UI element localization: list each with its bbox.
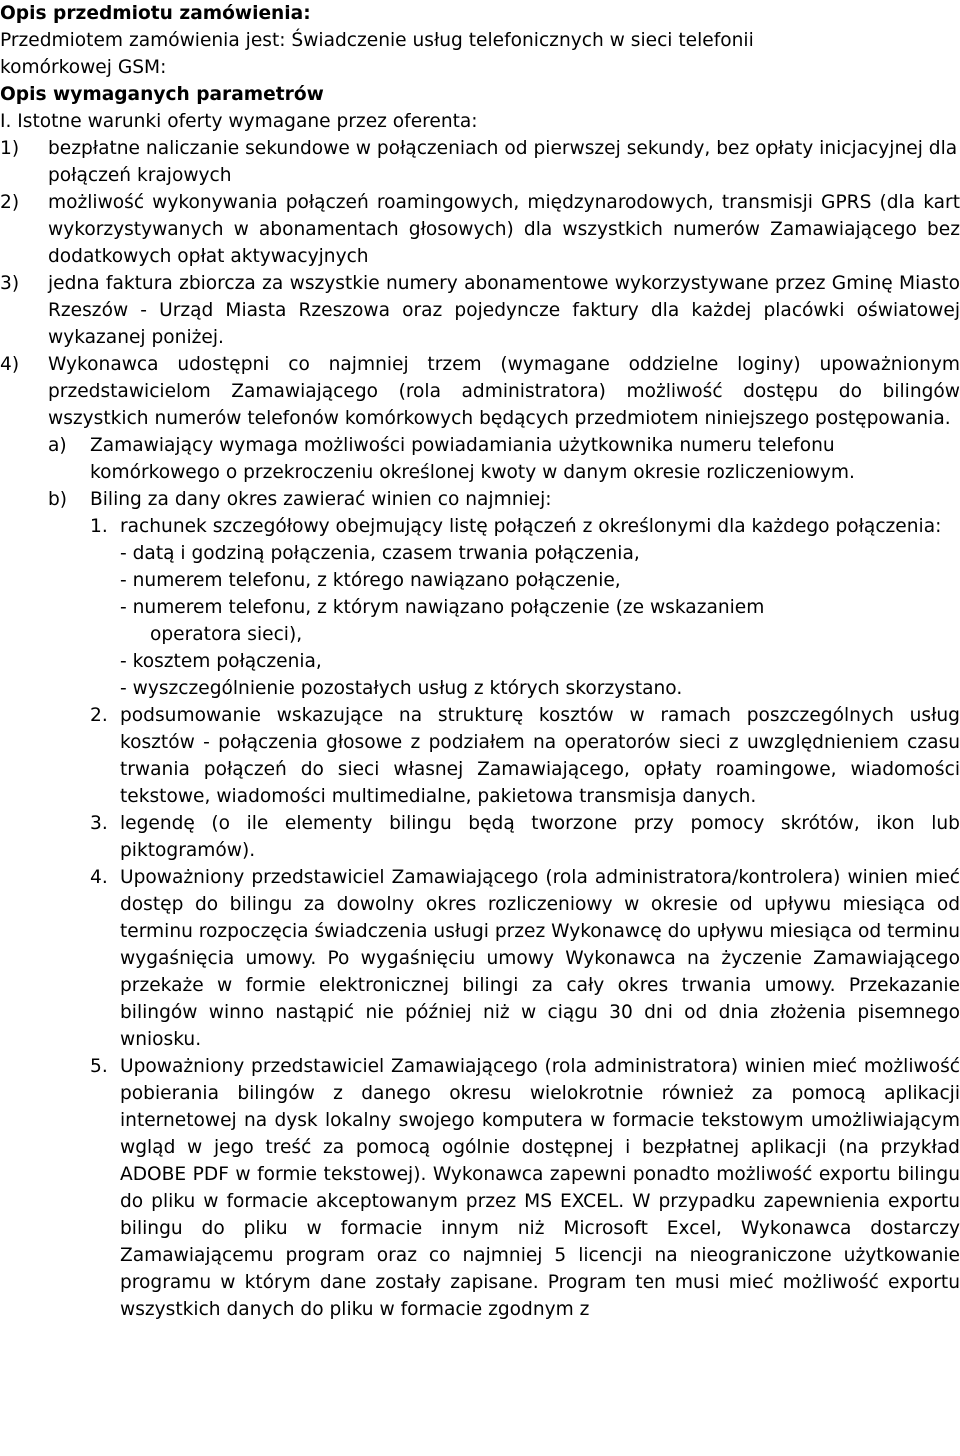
list-item-2 [0,189,960,270]
sub-item-b-text: Biling za dany okres zawierać winien co najmniej: [90,489,552,510]
heading-subject: Opis przedmiotu zamówienia: [0,3,311,24]
list-item-4 [0,351,960,432]
sub-item-b-letter: b) [48,489,68,510]
billing-dash-4: - kosztem połączenia, [120,651,322,672]
billing-item-2 [0,702,960,810]
sub-item-b [0,486,960,513]
list-item-1-text: bezpłatne naliczanie sekundowe w połączeniach od pierwszej sekundy, bez opłaty inicjacyjnej dla połączeń krajowych [48,138,958,186]
billing-item-4-text: Upoważniony przedstawiciel Zamawiającego (rola administratora/kontrolera) winien mieć dostęp do bilingu za dowolny okres rozliczeniowy w okresie od upływu miesiąca od terminu rozpoczęcia świadczenia usługi przez Wykonawcę do upływu miesiąca od terminu wygaśnięcia umowy. Po wygaśnięciu umowy Wykonawca na życzenie Zamawiającego przekaże w formie elektronicznej bilingi za cały okres trwania umowy. Przekazanie bilingów winno nastąpić nie później niż w ciągu 30 dni od dnia złożenia pisemnego wniosku. [120,867,960,1050]
heading-parameters: Opis wymaganych parametrów [0,84,324,105]
billing-item-3-text: legendę (o ile elementy bilingu będą tworzone przy pomocy skrótów, ikon lub piktogramów). [120,813,960,861]
billing-item-3-number: 3. [90,813,108,834]
billing-item-1 [0,513,960,702]
sub-item-a [0,432,960,486]
list-item-3 [0,270,960,351]
billing-dash-1: - datą i godziną połączenia, czasem trwania połączenia, [120,543,640,564]
list-item-4-text: Wykonawca udostępni co najmniej trzem (wymagane oddzielne loginy) upoważnionym przedstawicielom Zamawiającego (rola administratora) możliwość dostępu do bilingów wszystkich numerów telefonów komórkowych będących przedmiotem niniejszego postępowania. [48,354,960,429]
billing-item-2-text: podsumowanie wskazujące na strukturę kosztów w ramach poszczególnych usług kosztów - połączenia głosowe z podziałem na operatorów sieci z uwzględnieniem czasu trwania połączeń do sieci własnej Zamawiającego, opłaty roamingowe, wiadomości tekstowe, wiadomości multimedialne, pakietowa transmisja danych. [120,705,960,807]
billing-item-3 [0,810,960,864]
billing-dash-5: - wyszczególnienie pozostałych usług z których skorzystano. [120,678,683,699]
billing-dash-3: - numerem telefonu, z którym nawiązano połączenie (ze wskazaniem [120,597,765,618]
list-item-2-number: 2) [0,192,20,213]
billing-item-1-text: rachunek szczegółowy obejmujący listę połączeń z określonymi dla każdego połączenia: [120,516,942,537]
billing-item-5-number: 5. [90,1056,108,1077]
billing-item-4 [0,864,960,1053]
subject-line-1: Przedmiotem zamówienia jest: Świadczenie usług telefonicznych w sieci telefonii [0,30,754,51]
subject-line-2: komórkowej GSM: [0,57,167,78]
billing-item-2-number: 2. [90,705,108,726]
billing-item-4-number: 4. [90,867,108,888]
list-item-3-text: jedna faktura zbiorcza za wszystkie numery abonamentowe wykorzystywane przez Gminę Miasto Rzeszów - Urząd Miasta Rzeszowa oraz pojedyncze faktury dla każdej placówki oświatowej wykazanej poniżej. [48,273,960,348]
billing-item-5 [0,1053,960,1323]
sub-item-a-text: Zamawiający wymaga możliwości powiadamiania użytkownika numeru telefonu komórkowego o przekroczeniu określonej kwoty w danym okresie rozliczeniowym. [90,435,855,483]
billing-item-1-number: 1. [90,516,108,537]
sub-item-a-letter: a) [48,435,67,456]
list-item-1 [0,135,960,189]
billing-dash-2: - numerem telefonu, z którego nawiązano połączenie, [120,570,621,591]
billing-dash-3-continued: operatora sieci), [150,624,303,645]
billing-item-5-text: Upoważniony przedstawiciel Zamawiającego (rola administratora) winien mieć możliwość pobierania bilingów z danego okresu wielokrotnie również za pomocą aplikacji internetowej na dysk lokalny swojego komputera w formacie tekstowym umożliwiającym wgląd w jego treść za pomocą ogólnie dostępnej i bezpłatnej aplikacji (na przykład ADOBE PDF w formie tekstowej). Wykonawca zapewni ponadto możliwość exportu bilingu do pliku w formacie akceptowanym przez MS EXCEL. W przypadku zapewnienia exportu bilingu do pliku w formacie innym niż Microsoft Excel, Wykonawca dostarczy Zamawiającemu program oraz co najmniej 5 licencji na nieograniczone użytkowanie programu w którym dane zostały zapisane. Program ten musi mieć możliwość exportu wszystkich danych do pliku w formacie zgodnym z [120,1056,960,1320]
list-item-4-number: 4) [0,354,20,375]
list-item-1-number: 1) [0,138,20,159]
list-item-2-text: możliwość wykonywania połączeń roamingowych, międzynarodowych, transmisji GPRS (dla kart wykorzystywanych w abonamentach głosowych) dla wszystkich numerów Zamawiającego bez dodatkowych opłat aktywacyjnych [48,192,960,267]
list-item-3-number: 3) [0,273,20,294]
section-i-title: I. Istotne warunki oferty wymagane przez oferenta: [0,111,478,132]
